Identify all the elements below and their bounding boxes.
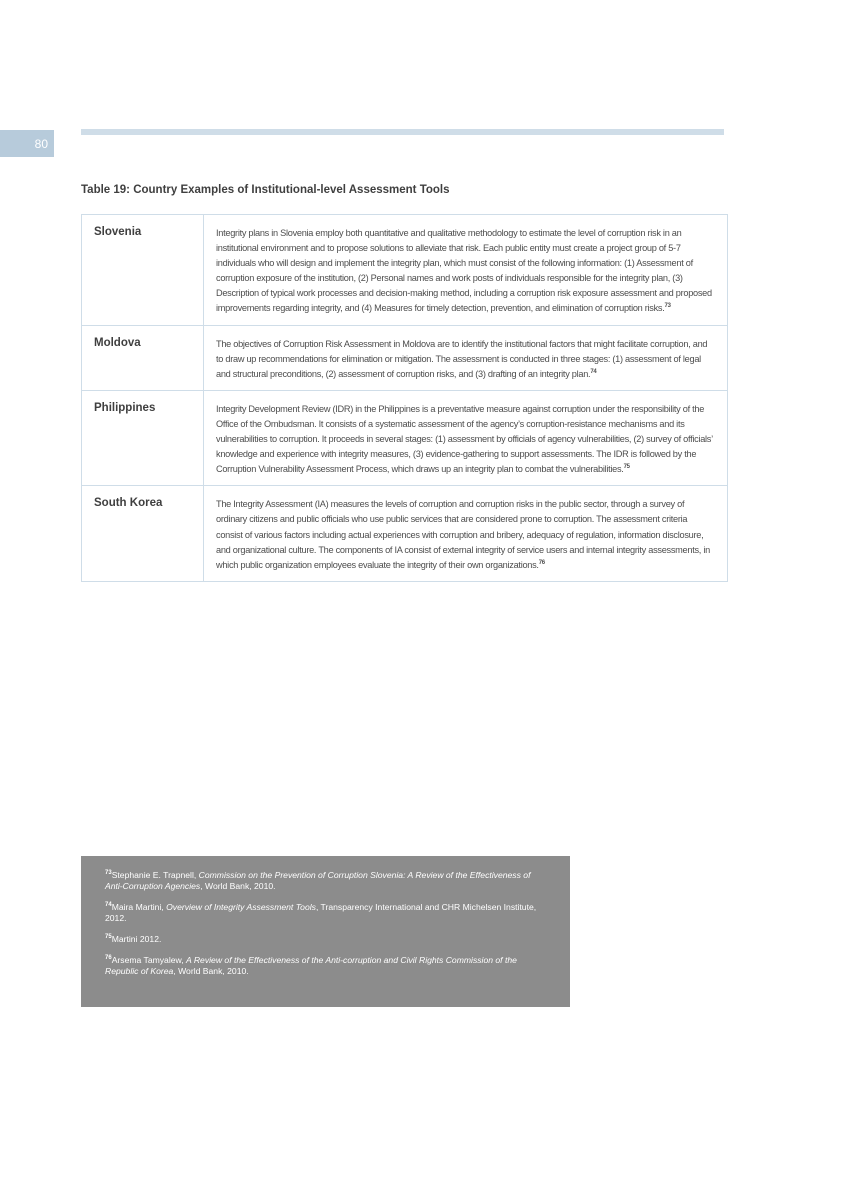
footnote xyxy=(105,902,546,924)
header-rule xyxy=(81,129,724,135)
description-cell xyxy=(204,325,728,390)
footnote-rest: , Transparency International and CHR Michelsen Institute, 2012. xyxy=(105,902,537,923)
table-row xyxy=(82,390,728,485)
footnote-number: 75 xyxy=(105,934,112,940)
footnote-title: Overview of Integrity Assessment Tools xyxy=(166,902,316,912)
description-text: Integrity Development Review (IDR) in the Philippines is a preventative measure against corruption under the responsibility of the Office of the Ombudsman. It consists of a systematic assessment of the agency’s corruption-resistance mechanisms and its vulnerabilities to corruption. It proceeds in several stages: (1) assessment by officials of agency vulnerabilities, (2) survey of officials’ knowledge and experience with integrity measures, (3) evidence-gathering to support assessments. The IDR is followed by the Corruption Vulnerability Assessment Process, which draws up an integrity plan to combat the vulnerabilities. xyxy=(216,403,713,475)
footnote-ref: 73 xyxy=(664,303,671,310)
description-text: The Integrity Assessment (IA) measures the levels of corruption and corruption risks in the public sector, through a survey of ordinary citizens and public officials who use public services that are considered prone to corruption. The assessment criteria consist of various factors including actual experiences with corruption and bribery, adequacy of regulation, information disclosure, and organizational culture. The components of IA consist of external integrity of service users and internal integrity assessments, in which public organization employees evaluate the integrity of their own organizations. xyxy=(216,499,710,570)
footnote xyxy=(105,955,546,977)
description-text: The objectives of Corruption Risk Assessment in Moldova are to identify the institutional factors that might facilitate corruption, and to draw up recommendations for elimination or mitigation. The assessment is conducted in three stages: (1) assessment of legal and structural preconditions, (2) assessment of corruption risks, and (3) drafting of an integrity plan. xyxy=(216,338,708,379)
footnotes-box xyxy=(81,856,570,1007)
country-cell: Philippines xyxy=(82,390,204,485)
footnote-title: A Review of the Effectiveness of the Anti-corruption and Civil Rights Commission of the Republic of Korea xyxy=(105,955,517,976)
description-cell xyxy=(204,390,728,485)
footnote-rest: , World Bank, 2010. xyxy=(173,966,249,976)
country-cell: South Korea xyxy=(82,486,204,581)
country-examples-table xyxy=(81,214,728,582)
footnote-number: 74 xyxy=(105,902,112,908)
footnote-author: Stephanie E. Trapnell, xyxy=(111,870,199,880)
description-cell xyxy=(204,486,728,581)
footnote-rest: , World Bank, 2010. xyxy=(200,881,276,891)
footnote-author: Arsema Tamyalew, xyxy=(111,955,187,965)
description-text: Integrity plans in Slovenia employ both quantitative and qualitative methodology to estimate the level of corruption risk in an institutional environment and to propose solutions to alleviate that risk. Each public entity must create a project group of 5-7 individuals who will design and implement the integrity plan, which must consist of the following information: (1) Assessment of corruption exposure of the institution, (2) Personal names and work posts of individuals responsible for the integrity plan, (3) Description of typical work processes and decision-making method, including a corruption risk exposure assessment and proposed improvements regarding integrity, and (4) Measures for timely detection, prevention, and elimination of corruption risks. xyxy=(216,228,712,314)
page-number: 80 xyxy=(0,130,54,157)
description-cell xyxy=(204,215,728,326)
table-row xyxy=(82,486,728,581)
country-cell: Moldova xyxy=(82,325,204,390)
table-row xyxy=(82,325,728,390)
footnote-ref: 74 xyxy=(590,368,597,375)
footnote-ref: 75 xyxy=(623,464,630,471)
footnote-ref: 76 xyxy=(538,559,545,566)
footnote xyxy=(105,934,546,945)
table-row xyxy=(82,215,728,326)
footnote xyxy=(105,870,546,892)
footnote-author: Maira Martini, xyxy=(111,902,167,912)
footnote-title: Commission on the Prevention of Corruption Slovenia: A Review of the Effectiveness of Anti-Corruption Agencies xyxy=(105,870,531,891)
footnote-number: 76 xyxy=(105,955,112,961)
footnote-number: 73 xyxy=(105,870,112,876)
table-title: Table 19: Country Examples of Institutional-level Assessment Tools xyxy=(81,184,450,196)
footnote-author: Martini 2012. xyxy=(111,934,162,944)
country-cell: Slovenia xyxy=(82,215,204,326)
